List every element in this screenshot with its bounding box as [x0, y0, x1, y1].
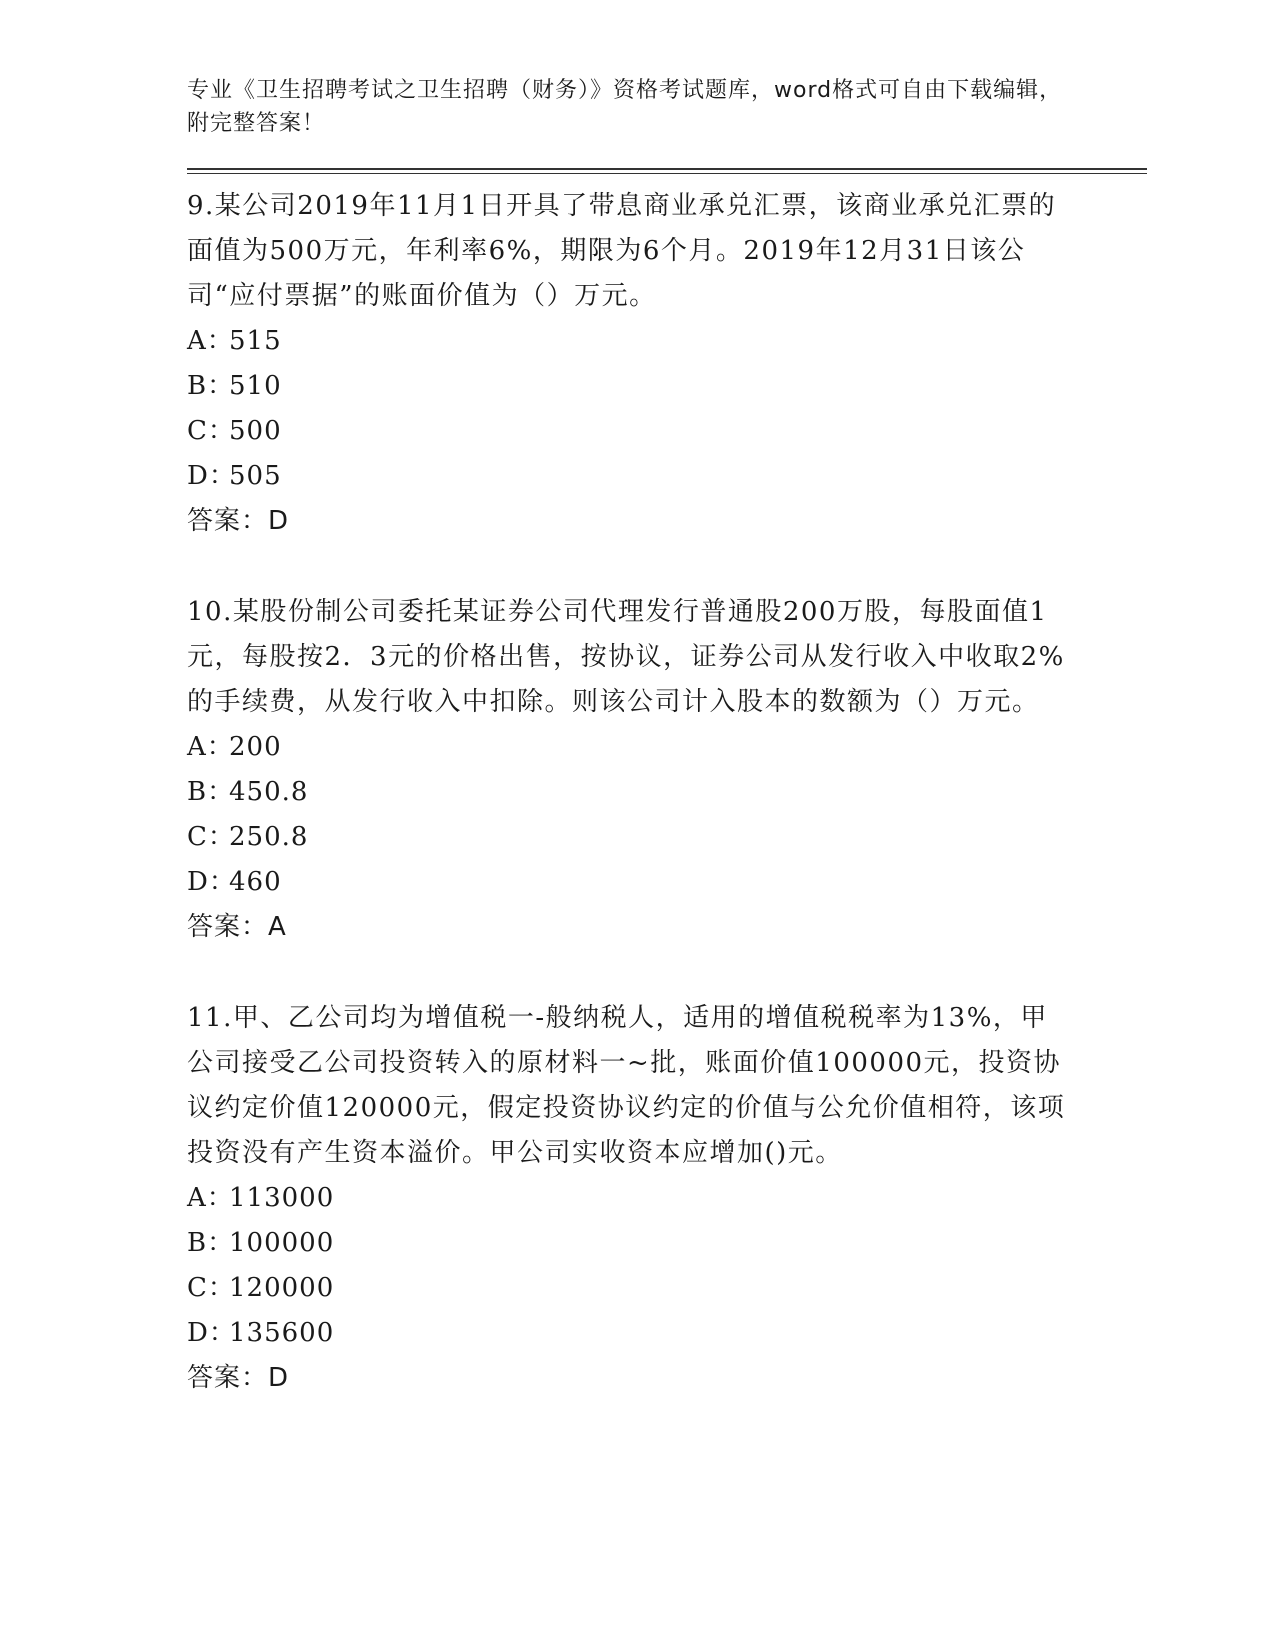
option-b	[187, 770, 1147, 815]
answer-label: 答案：D	[187, 506, 290, 536]
option-a	[187, 319, 1147, 364]
option-key: C：	[187, 416, 235, 446]
option-key: D：	[187, 1318, 236, 1348]
option-value: 450.8	[229, 777, 309, 807]
option-key: C：	[187, 1273, 235, 1303]
option-value: 505	[229, 461, 282, 491]
option-value: 200	[229, 732, 282, 762]
option-key: C：	[187, 822, 235, 852]
option-key: B：	[187, 371, 235, 401]
option-value: 113000	[229, 1183, 335, 1213]
option-value: 510	[229, 371, 282, 401]
option-value: 460	[229, 867, 282, 897]
option-value: 135600	[229, 1318, 335, 1348]
question-11	[187, 996, 1147, 1401]
answer-label: 答案：A	[187, 912, 287, 942]
option-key: B：	[187, 1228, 235, 1258]
question-stem: 9.某公司2019年11月1日开具了带息商业承兑汇票，该商业承兑汇票的面值为500万元，年利率6%，期限为6个月。2019年12月31日该公司“应付票据”的账面价值为（）万元。	[187, 191, 1057, 311]
question-stem: 11.甲、乙公司均为增值税一-般纳税人，适用的增值税税率为13%，甲公司接受乙公司投资转入的原材料一~批，账面价值100000元，投资协议约定价值120000元，假定投资协议约定的价值与公允价值相符，该项投资没有产生资本溢价。甲公司实收资本应增加()元。	[187, 1003, 1066, 1168]
question-stem: 10.某股份制公司委托某证券公司代理发行普通股200万股，每股面值1元，每股按2．3元的价格出售，按协议，证券公司从发行收入中收取2%的手续费，从发行收入中扣除。则该公司计入股本的数额为（）万元。	[187, 597, 1065, 717]
option-value: 500	[229, 416, 282, 446]
option-d	[187, 454, 1147, 499]
option-a	[187, 1176, 1147, 1221]
option-value: 100000	[229, 1228, 335, 1258]
header-divider	[187, 168, 1147, 174]
option-key: D：	[187, 461, 236, 491]
option-a	[187, 725, 1147, 770]
option-key: A：	[187, 732, 234, 762]
option-c	[187, 815, 1147, 860]
option-c	[187, 1266, 1147, 1311]
option-c	[187, 409, 1147, 454]
option-value: 120000	[229, 1273, 335, 1303]
option-b	[187, 364, 1147, 409]
option-key: D：	[187, 867, 236, 897]
option-key: B：	[187, 777, 235, 807]
option-key: A：	[187, 326, 234, 356]
option-b	[187, 1221, 1147, 1266]
option-key: A：	[187, 1183, 234, 1213]
document-header: 专业《卫生招聘考试之卫生招聘（财务）》资格考试题库，word格式可自由下载编辑，附完整答案！	[187, 78, 1063, 136]
option-d	[187, 1311, 1147, 1356]
answer-label: 答案：D	[187, 1363, 290, 1393]
option-d	[187, 860, 1147, 905]
question-10	[187, 590, 1147, 950]
option-value: 515	[229, 326, 282, 356]
option-value: 250.8	[229, 822, 309, 852]
document-page	[187, 74, 1147, 1447]
question-9	[187, 184, 1147, 544]
